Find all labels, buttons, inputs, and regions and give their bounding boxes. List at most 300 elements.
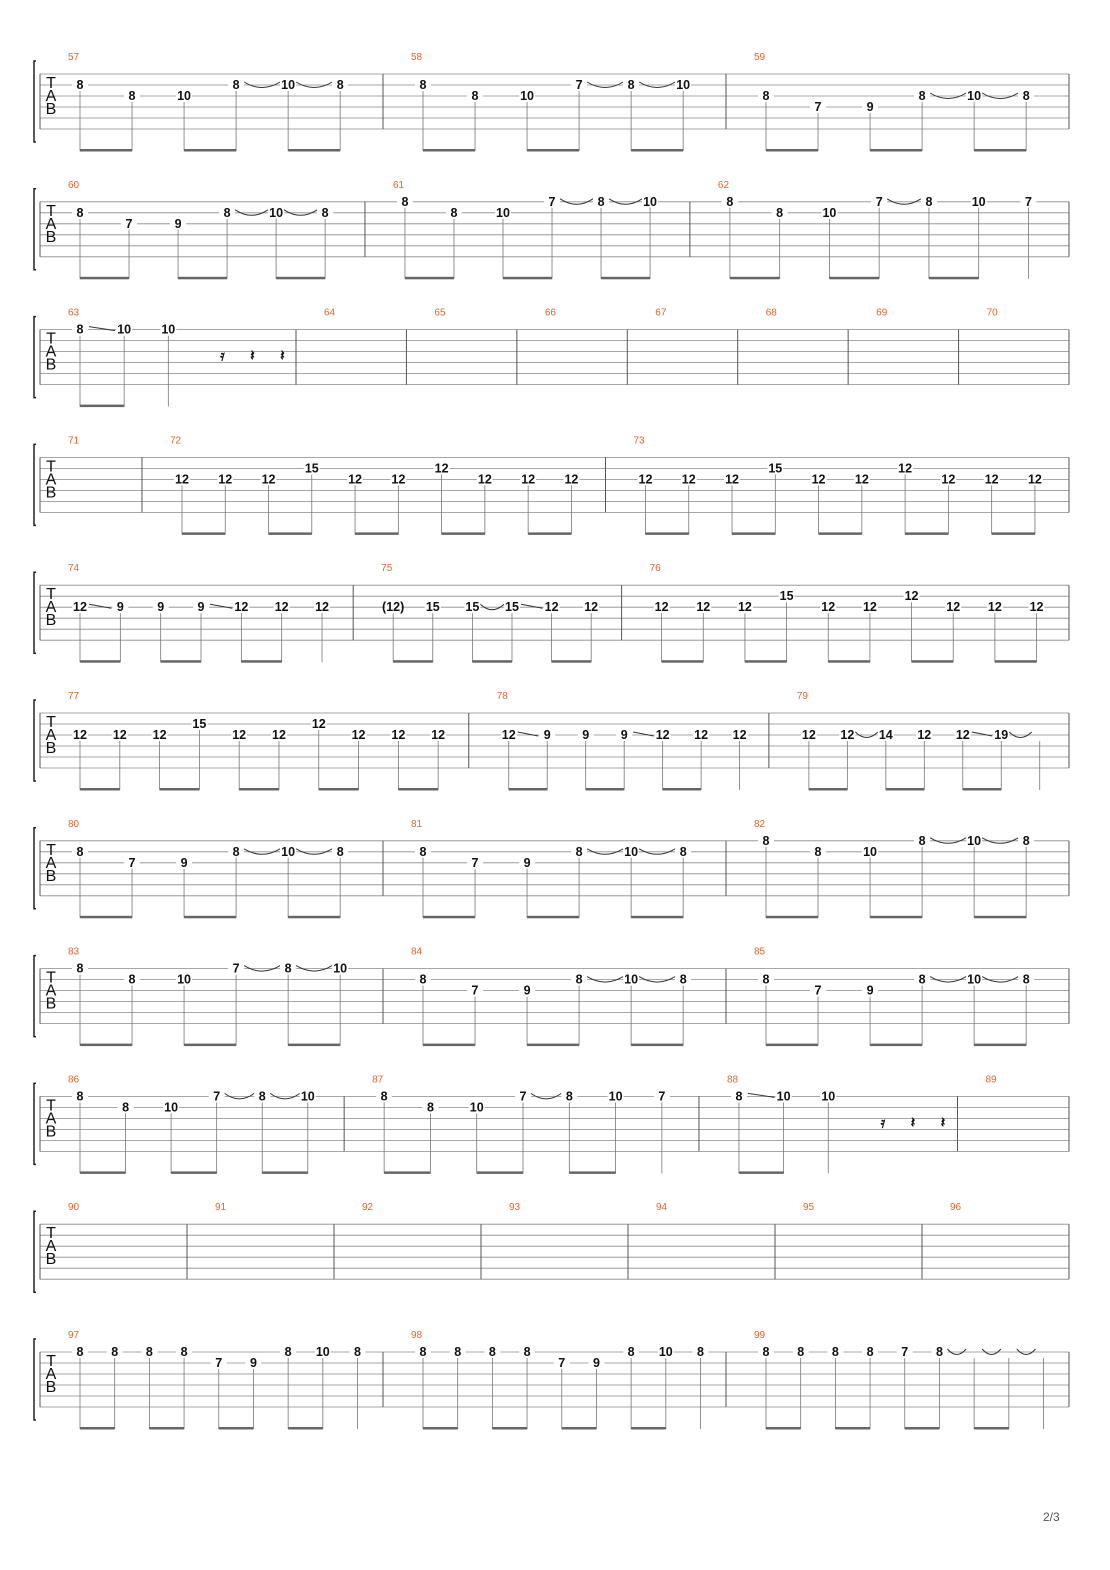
note-beam <box>161 660 201 663</box>
fret-number: 8 <box>401 194 409 209</box>
tab-system <box>34 1074 1069 1174</box>
system-bracket <box>34 956 36 1037</box>
fret-number: 12 <box>1029 600 1044 615</box>
fret-number: 8 <box>831 1345 839 1359</box>
rest-symbol: 𝄽 <box>280 346 285 365</box>
tab-clef-letter: T <box>46 969 56 987</box>
fret-number: 9 <box>582 728 590 742</box>
tab-clef-letter: T <box>46 1097 56 1115</box>
measure-number: 60 <box>68 179 80 191</box>
fret-number: 12 <box>218 472 233 487</box>
measure <box>497 691 769 791</box>
fret-number: 8 <box>419 972 427 987</box>
note-beam <box>974 1044 1026 1047</box>
fret-number: 7 <box>213 1089 221 1104</box>
note-beam <box>662 660 704 663</box>
fret-number: 12 <box>234 600 249 615</box>
fret-number: 8 <box>866 1345 874 1359</box>
fret-number: 8 <box>419 1345 427 1359</box>
fret-number: 8 <box>336 78 344 92</box>
fret-number: 12 <box>73 600 87 615</box>
measure <box>68 1202 187 1279</box>
note-beam <box>80 1044 132 1047</box>
fret-number: 8 <box>1022 89 1030 103</box>
fret-number: 12 <box>391 728 406 742</box>
fret-number: 10 <box>315 1345 330 1359</box>
fret-number: 8 <box>122 1100 130 1115</box>
fret-number: 8 <box>76 1089 84 1104</box>
fret-number: 8 <box>735 1089 743 1104</box>
note-beam <box>80 660 120 663</box>
measure-number: 81 <box>411 818 423 830</box>
fret-number: 8 <box>380 1089 388 1104</box>
fret-number: 10 <box>967 833 982 848</box>
note-beam <box>276 277 325 280</box>
fret-number: 8 <box>128 972 136 987</box>
page-number: 2/3 <box>1043 1510 1060 1524</box>
measure-number: 80 <box>68 818 80 830</box>
note-beam <box>766 916 818 919</box>
system-bracket <box>34 700 36 781</box>
note-beam <box>631 1427 666 1430</box>
fret-number: 12 <box>1027 472 1042 487</box>
measure-number: 82 <box>754 818 766 830</box>
fret-number: 10 <box>863 844 878 859</box>
note-beam <box>80 149 132 152</box>
system-bracket <box>34 189 36 270</box>
fret-number: 12 <box>694 728 709 742</box>
fret-number: 7 <box>901 1345 909 1359</box>
note-beam <box>995 660 1037 663</box>
fret-number: 10 <box>822 205 837 220</box>
fret-number: 12 <box>904 589 919 604</box>
note-beam <box>149 1427 184 1430</box>
fret-number: 8 <box>354 1345 361 1359</box>
slide-line <box>521 604 543 608</box>
note-beam <box>645 532 688 535</box>
note-beam <box>319 788 359 791</box>
fret-number: 15 <box>779 589 794 604</box>
tab-clef-letter: A <box>45 727 57 744</box>
fret-number: 8 <box>918 833 926 848</box>
fret-number: 8 <box>284 961 292 976</box>
fret-number: 12 <box>811 472 826 487</box>
fret-number: 8 <box>925 194 933 209</box>
slide-line <box>518 732 538 736</box>
fret-number: 10 <box>164 1100 179 1115</box>
measure <box>797 691 1069 791</box>
fret-number: 12 <box>984 472 999 487</box>
measure-number: 97 <box>68 1330 80 1341</box>
fret-number: 8 <box>797 1345 805 1359</box>
note-beam <box>503 277 552 280</box>
fret-number: 8 <box>232 844 240 859</box>
fret-number: 10 <box>117 322 132 337</box>
note-beam <box>912 660 954 663</box>
fret-number: 8 <box>419 844 427 859</box>
tab-clef-letter: T <box>46 75 56 92</box>
fret-number: 8 <box>523 1345 531 1359</box>
note-beam <box>288 1044 340 1047</box>
measure-number: 57 <box>68 52 80 63</box>
measure-number: 69 <box>876 307 888 319</box>
note-beam <box>472 660 512 663</box>
fret-number: 8 <box>597 194 605 209</box>
note-beam <box>828 660 870 663</box>
measure-number: 84 <box>411 946 423 958</box>
fret-number: 12 <box>840 728 855 742</box>
measure-number: 73 <box>633 435 645 447</box>
fret-number: 8 <box>450 205 458 220</box>
note-beam <box>992 532 1035 535</box>
note-beam <box>182 532 225 535</box>
note-beam <box>527 149 579 152</box>
fret-number: 9 <box>174 216 182 231</box>
fret-number: 12 <box>854 472 869 487</box>
tab-system <box>34 563 1069 663</box>
measure-number: 83 <box>68 946 80 958</box>
fret-number: 10 <box>496 205 510 220</box>
tab-system <box>34 691 1069 791</box>
measure-number: 65 <box>434 307 446 319</box>
fret-number: 10 <box>643 194 658 209</box>
fret-number: 10 <box>624 972 639 987</box>
fret-number: 7 <box>519 1089 527 1104</box>
note-beam <box>405 277 454 280</box>
fret-number: 12 <box>732 728 747 742</box>
measure <box>434 308 516 385</box>
tab-clef-letter: B <box>45 740 57 757</box>
measure-number: 71 <box>68 435 80 447</box>
tab-clef-letter: A <box>45 88 57 105</box>
measure-number: 66 <box>544 307 556 319</box>
fret-number: 10 <box>269 205 284 220</box>
measure <box>633 435 1069 535</box>
fret-number: 12 <box>501 728 516 742</box>
measure <box>68 819 383 919</box>
measure <box>876 308 958 385</box>
fret-number: (12) <box>382 600 405 615</box>
fret-number: 12 <box>917 728 932 742</box>
fret-number: 8 <box>726 194 734 209</box>
measure <box>68 947 383 1047</box>
fret-number: 12 <box>638 472 653 487</box>
note-beam <box>423 1044 475 1047</box>
measure <box>987 308 1069 385</box>
measure-number: 79 <box>796 691 808 702</box>
fret-number: 7 <box>125 216 133 231</box>
note-beam <box>835 1427 870 1430</box>
measure-number: 91 <box>215 1202 227 1214</box>
tab-clef-letter: T <box>46 714 56 731</box>
measure <box>950 1202 1069 1279</box>
tab-clef-letter: B <box>45 1379 57 1396</box>
fret-number: 12 <box>261 472 276 487</box>
fret-number: 12 <box>311 717 326 731</box>
note-beam <box>80 916 132 919</box>
fret-number: 8 <box>762 833 770 848</box>
measure <box>362 1202 481 1279</box>
note-beam <box>528 532 571 535</box>
fret-number: 8 <box>111 1345 119 1359</box>
fret-number: 8 <box>128 89 136 103</box>
measure <box>718 180 1069 279</box>
fret-number: 12 <box>232 728 247 742</box>
fret-number: 9 <box>523 983 531 998</box>
tab-clef-letter: A <box>45 1238 57 1256</box>
note-beam <box>384 1171 430 1174</box>
measure-number: 58 <box>411 52 423 63</box>
fret-number: 12 <box>175 472 189 487</box>
measure <box>68 308 296 408</box>
fret-number: 15 <box>425 600 440 615</box>
fret-number: 8 <box>76 961 84 976</box>
fret-number: 12 <box>584 600 599 615</box>
note-beam <box>870 149 922 152</box>
fret-number: 12 <box>862 600 877 615</box>
measure <box>754 52 1069 152</box>
measure <box>170 435 606 535</box>
fret-number: 10 <box>281 844 296 859</box>
fret-number: 8 <box>76 78 84 92</box>
fret-number: 12 <box>955 728 970 742</box>
fret-number: 15 <box>768 461 783 476</box>
tab-system <box>34 435 1069 535</box>
measure <box>68 563 353 663</box>
tab-clef-letter: B <box>45 228 57 246</box>
fret-number: 9 <box>620 728 628 742</box>
fret-number: 12 <box>431 728 446 742</box>
fret-number: 7 <box>471 855 479 870</box>
note-beam <box>80 788 120 791</box>
fret-number: 12 <box>315 600 329 615</box>
tab-clef-letter: B <box>45 1251 57 1269</box>
fret-number: 15 <box>304 461 319 476</box>
fret-number: 7 <box>875 194 883 209</box>
tab-clef-letter: T <box>46 202 56 220</box>
measure-number: 90 <box>68 1202 80 1214</box>
measure-number: 95 <box>803 1202 815 1214</box>
fret-number: 12 <box>737 600 752 615</box>
fret-number: 10 <box>608 1089 623 1104</box>
measure <box>393 180 690 279</box>
tab-clef-letter: T <box>46 586 56 604</box>
fret-number: 10 <box>281 78 296 92</box>
tab-clef-letter: A <box>45 1110 57 1128</box>
tab-clef-letter: B <box>45 867 57 885</box>
note-beam <box>905 1427 940 1430</box>
note-beam <box>809 788 847 791</box>
fret-number: 7 <box>814 100 822 114</box>
measure <box>545 308 627 385</box>
fret-number: 8 <box>488 1345 496 1359</box>
system-bracket <box>34 572 36 653</box>
tab-clef-letter: T <box>46 1353 56 1370</box>
note-beam <box>963 788 1001 791</box>
fret-number: 10 <box>821 1089 836 1104</box>
fret-number: 7 <box>215 1356 223 1370</box>
measure <box>509 1202 628 1279</box>
note-beam <box>527 1044 579 1047</box>
fret-number: 8 <box>471 89 479 103</box>
note-beam <box>739 1171 784 1174</box>
measure-number: 59 <box>754 52 766 63</box>
slide-line <box>972 732 992 736</box>
system-bracket <box>34 1339 36 1420</box>
fret-number: 12 <box>351 728 366 742</box>
fret-number: 12 <box>564 472 579 487</box>
note-beam <box>355 532 398 535</box>
fret-number: 8 <box>284 1345 292 1359</box>
fret-number: 12 <box>946 600 961 615</box>
rest-symbol: 𝄽 <box>910 1113 916 1132</box>
tab-clef-letter: A <box>45 471 57 489</box>
measure <box>411 1330 726 1430</box>
note-beam <box>527 916 579 919</box>
fret-number: 12 <box>73 728 87 742</box>
note-beam <box>492 1427 527 1430</box>
fret-number: 8 <box>1022 833 1030 848</box>
fret-number: 7 <box>558 1356 566 1370</box>
fret-number: 8 <box>918 972 926 987</box>
fret-number: 8 <box>76 322 84 337</box>
measure-number: 86 <box>68 1074 80 1086</box>
fret-number: 9 <box>116 600 124 615</box>
measure <box>754 1330 1069 1430</box>
measure <box>372 1074 699 1174</box>
measure <box>650 563 1069 663</box>
fret-number: 8 <box>419 78 427 92</box>
fret-number: 8 <box>627 1345 635 1359</box>
fret-number: 12 <box>274 600 289 615</box>
note-beam <box>870 1044 922 1047</box>
measure <box>68 691 469 791</box>
fret-number: 8 <box>762 89 770 103</box>
note-beam <box>974 1427 1009 1430</box>
note-beam <box>929 277 979 280</box>
slide-line <box>633 732 653 736</box>
tab-clef-letter: T <box>46 458 56 476</box>
measure <box>381 563 621 663</box>
note-beam <box>745 660 787 663</box>
tab-clef-letter: T <box>46 1225 56 1243</box>
tab-clef-letter: B <box>45 484 57 502</box>
fret-number: 15 <box>192 717 207 731</box>
fret-number: 9 <box>197 600 205 615</box>
measure-number: 75 <box>381 563 393 575</box>
tab-system <box>34 947 1069 1047</box>
rest-symbol: 𝄽 <box>940 1113 946 1132</box>
fret-number: 8 <box>258 1089 266 1104</box>
fret-number: 12 <box>801 728 816 742</box>
fret-number: 8 <box>145 1345 153 1359</box>
fret-number: 8 <box>679 972 687 987</box>
fret-number: 8 <box>762 1345 770 1359</box>
measure <box>68 52 383 152</box>
fret-number: 9 <box>543 728 551 742</box>
fret-number: 12 <box>681 472 696 487</box>
system-bracket <box>34 1083 36 1164</box>
note-beam <box>423 1427 458 1430</box>
measure-number: 67 <box>655 307 667 319</box>
note-beam <box>241 660 281 663</box>
note-beam <box>569 1171 615 1174</box>
note-beam <box>562 1427 597 1430</box>
fret-number: 8 <box>679 844 687 859</box>
note-beam <box>423 916 475 919</box>
note-beam <box>974 916 1026 919</box>
note-beam <box>766 149 818 152</box>
fret-number: 7 <box>575 78 583 92</box>
rest-symbol: 𝄽 <box>250 346 255 365</box>
fret-number: 12 <box>725 472 739 487</box>
system-bracket <box>34 61 36 142</box>
measure <box>411 947 726 1047</box>
measure-number: 68 <box>765 307 777 319</box>
fret-number: 9 <box>249 1356 257 1370</box>
tab-clef-letter: B <box>45 612 57 630</box>
tab-clef-letter: A <box>45 215 57 233</box>
note-beam <box>288 916 340 919</box>
note-beam <box>398 788 438 791</box>
note-beam <box>160 788 200 791</box>
measure-number: 88 <box>726 1074 739 1086</box>
fret-number: 10 <box>658 1345 673 1359</box>
fret-number: 10 <box>776 1089 791 1104</box>
note-beam <box>870 916 922 919</box>
rest-symbol: 𝄿 <box>220 346 225 365</box>
tab-clef-letter: A <box>45 599 57 617</box>
measure-number: 89 <box>985 1074 997 1086</box>
fret-number: 8 <box>454 1345 462 1359</box>
measure <box>655 308 737 385</box>
note-beam <box>80 1427 115 1430</box>
measure-number: 93 <box>509 1202 521 1214</box>
measure-number: 61 <box>392 179 405 191</box>
fret-number: 9 <box>592 1356 600 1370</box>
fret-number: 10 <box>300 1089 315 1104</box>
fret-number: 12 <box>987 600 1002 615</box>
fret-number: 15 <box>465 600 480 615</box>
measure <box>985 1074 1069 1151</box>
fret-number: 10 <box>971 194 986 209</box>
measure <box>754 947 1069 1047</box>
note-beam <box>171 1171 217 1174</box>
fret-number: 8 <box>575 844 583 859</box>
fret-number: 9 <box>180 855 188 870</box>
fret-number: 12 <box>434 461 449 476</box>
fret-number: 8 <box>321 205 329 220</box>
measure-number: 98 <box>411 1330 423 1341</box>
tab-system <box>34 819 1069 919</box>
tab-clef-letter: T <box>46 330 56 348</box>
rest-symbol: 𝄿 <box>880 1113 886 1132</box>
note-beam <box>766 1044 818 1047</box>
fret-number: 7 <box>548 194 556 209</box>
fret-number: 8 <box>565 1089 573 1104</box>
note-beam <box>393 660 433 663</box>
tab-clef-letter: B <box>45 356 57 374</box>
fret-number: 7 <box>658 1089 666 1104</box>
measure <box>727 1074 958 1174</box>
fret-number: 7 <box>1024 194 1032 209</box>
measure-number: 63 <box>68 307 80 319</box>
note-beam <box>586 788 624 791</box>
measure <box>68 1074 344 1174</box>
fret-number: 12 <box>112 728 127 742</box>
note-beam <box>178 277 227 280</box>
fret-number: 12 <box>821 600 836 615</box>
